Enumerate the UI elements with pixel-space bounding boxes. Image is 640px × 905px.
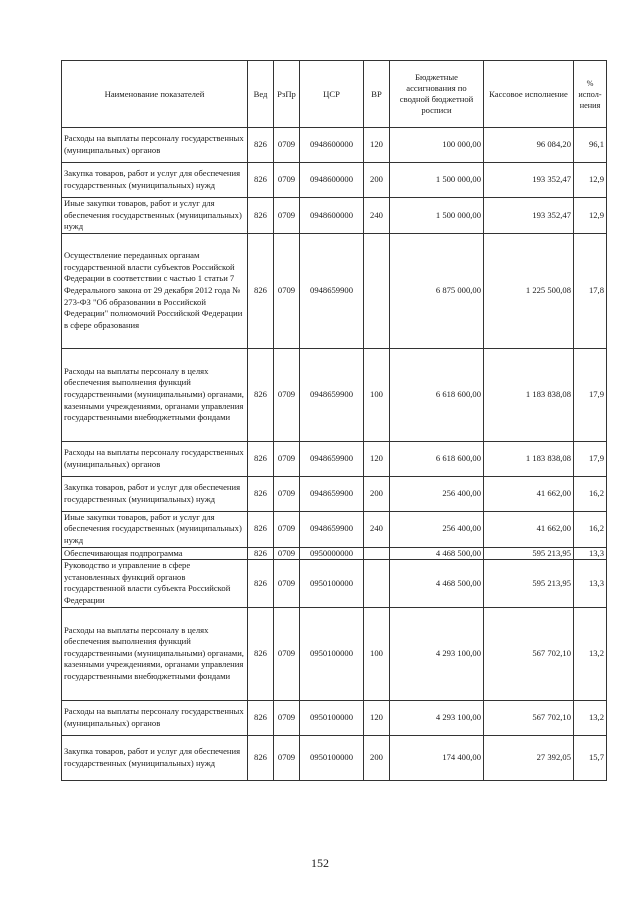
row-rzpr: 0709	[274, 163, 300, 198]
row-rzpr: 0709	[274, 198, 300, 234]
row-csr: 0948659900	[300, 441, 364, 476]
row-ved: 826	[248, 607, 274, 700]
table-row	[62, 476, 607, 511]
header-budget: Бюджетные ассигнования по сводной бюджетной росписи	[390, 61, 484, 128]
header-vr: ВР	[364, 61, 390, 128]
table-row	[62, 128, 607, 163]
row-rzpr: 0709	[274, 560, 300, 607]
row-name: Осуществление переданных органам государственной власти субъектов Российской Федерации в соответствии с частью 1 статьи 7 Федерального закона от 29 декабря 2012 года № 273-ФЗ "Об образовании в Российской Федерации" полномочий Российской Федерации в сфере образования	[62, 233, 248, 348]
row-budget: 6 875 000,00	[390, 233, 484, 348]
row-name: Закупка товаров, работ и услуг для обеспечения государственных (муниципальных) нужд	[62, 163, 248, 198]
table-row	[62, 348, 607, 441]
row-ved: 826	[248, 163, 274, 198]
row-rzpr: 0709	[274, 700, 300, 735]
row-ved: 826	[248, 441, 274, 476]
row-ved: 826	[248, 735, 274, 780]
header-csr: ЦСР	[300, 61, 364, 128]
table-row	[62, 198, 607, 234]
row-vr: 120	[364, 441, 390, 476]
row-pct: 15,7	[574, 735, 607, 780]
table-body	[62, 128, 607, 781]
row-rzpr: 0709	[274, 511, 300, 547]
row-csr: 0948600000	[300, 128, 364, 163]
row-cash: 193 352,47	[484, 198, 574, 234]
row-cash: 567 702,10	[484, 700, 574, 735]
row-ved: 826	[248, 476, 274, 511]
budget-execution-table	[61, 60, 607, 781]
row-name: Расходы на выплаты персоналу в целях обеспечения выполнения функций государственными (муниципальными) органами, казенными учреждениями, органами управления государственными внебюджетными фондами	[62, 348, 248, 441]
header-cash: Кассовое исполнение	[484, 61, 574, 128]
row-rzpr: 0709	[274, 476, 300, 511]
row-ved: 826	[248, 700, 274, 735]
row-budget: 1 500 000,00	[390, 198, 484, 234]
row-cash: 41 662,00	[484, 476, 574, 511]
row-rzpr: 0709	[274, 607, 300, 700]
table-row	[62, 700, 607, 735]
row-pct: 13,2	[574, 607, 607, 700]
row-ved: 826	[248, 560, 274, 607]
row-name: Расходы на выплаты персоналу государственных (муниципальных) органов	[62, 441, 248, 476]
row-csr: 0948659900	[300, 233, 364, 348]
row-csr: 0950100000	[300, 560, 364, 607]
row-ved: 826	[248, 348, 274, 441]
header-pct: % испол-нения	[574, 61, 607, 128]
row-vr: 100	[364, 348, 390, 441]
table-row	[62, 163, 607, 198]
row-csr: 0950100000	[300, 735, 364, 780]
row-budget: 1 500 000,00	[390, 163, 484, 198]
row-pct: 17,8	[574, 233, 607, 348]
table-row	[62, 441, 607, 476]
row-budget: 6 618 600,00	[390, 348, 484, 441]
row-name: Расходы на выплаты персоналу государственных (муниципальных) органов	[62, 128, 248, 163]
header-ved: Вед	[248, 61, 274, 128]
row-csr: 0950100000	[300, 700, 364, 735]
row-pct: 13,3	[574, 547, 607, 560]
table-row	[62, 560, 607, 607]
table-row	[62, 511, 607, 547]
row-cash: 595 213,95	[484, 547, 574, 560]
row-pct: 16,2	[574, 476, 607, 511]
table-header-row	[62, 61, 607, 128]
row-budget: 4 293 100,00	[390, 607, 484, 700]
row-cash: 595 213,95	[484, 560, 574, 607]
row-cash: 567 702,10	[484, 607, 574, 700]
row-vr: 200	[364, 476, 390, 511]
row-ved: 826	[248, 547, 274, 560]
row-rzpr: 0709	[274, 348, 300, 441]
row-name: Расходы на выплаты персоналу государственных (муниципальных) органов	[62, 700, 248, 735]
row-pct: 17,9	[574, 348, 607, 441]
row-name: Обеспечивающая подпрограмма	[62, 547, 248, 560]
row-cash: 1 183 838,08	[484, 348, 574, 441]
header-rzpr: РзПр	[274, 61, 300, 128]
row-budget: 6 618 600,00	[390, 441, 484, 476]
row-budget: 174 400,00	[390, 735, 484, 780]
row-cash: 1 183 838,08	[484, 441, 574, 476]
table-row	[62, 233, 607, 348]
row-vr: 120	[364, 128, 390, 163]
row-cash: 96 084,20	[484, 128, 574, 163]
row-name: Расходы на выплаты персоналу в целях обеспечения выполнения функций государственными (муниципальными) органами, казенными учреждениями, органами управления государственными внебюджетными фондами	[62, 607, 248, 700]
row-csr: 0950100000	[300, 607, 364, 700]
row-budget: 100 000,00	[390, 128, 484, 163]
row-rzpr: 0709	[274, 233, 300, 348]
row-cash: 1 225 500,08	[484, 233, 574, 348]
row-name: Иные закупки товаров, работ и услуг для обеспечения государственных (муниципальных) нужд	[62, 511, 248, 547]
row-pct: 12,9	[574, 163, 607, 198]
row-vr: 120	[364, 700, 390, 735]
row-name: Закупка товаров, работ и услуг для обеспечения государственных (муниципальных) нужд	[62, 476, 248, 511]
row-rzpr: 0709	[274, 735, 300, 780]
row-budget: 4 468 500,00	[390, 560, 484, 607]
table-row	[62, 607, 607, 700]
row-csr: 0948659900	[300, 511, 364, 547]
row-vr	[364, 560, 390, 607]
row-pct: 16,2	[574, 511, 607, 547]
row-ved: 826	[248, 198, 274, 234]
row-pct: 13,2	[574, 700, 607, 735]
row-budget: 256 400,00	[390, 511, 484, 547]
row-name: Иные закупки товаров, работ и услуг для обеспечения государственных (муниципальных) нужд	[62, 198, 248, 234]
row-vr	[364, 547, 390, 560]
row-budget: 4 468 500,00	[390, 547, 484, 560]
row-rzpr: 0709	[274, 128, 300, 163]
row-name: Закупка товаров, работ и услуг для обеспечения государственных (муниципальных) нужд	[62, 735, 248, 780]
page-number: 152	[311, 856, 329, 870]
row-csr: 0948600000	[300, 163, 364, 198]
row-ved: 826	[248, 233, 274, 348]
row-pct: 96,1	[574, 128, 607, 163]
row-cash: 193 352,47	[484, 163, 574, 198]
row-budget: 4 293 100,00	[390, 700, 484, 735]
header-name: Наименование показателей	[62, 61, 248, 128]
row-ved: 826	[248, 128, 274, 163]
row-vr: 240	[364, 511, 390, 547]
row-ved: 826	[248, 511, 274, 547]
row-vr: 200	[364, 163, 390, 198]
row-pct: 13,3	[574, 560, 607, 607]
row-cash: 27 392,05	[484, 735, 574, 780]
row-csr: 0948659900	[300, 348, 364, 441]
row-budget: 256 400,00	[390, 476, 484, 511]
row-pct: 12,9	[574, 198, 607, 234]
row-vr: 200	[364, 735, 390, 780]
row-cash: 41 662,00	[484, 511, 574, 547]
row-name: Руководство и управление в сфере установленных функций органов государственной власти субъекта Российской Федерации	[62, 560, 248, 607]
row-csr: 0948600000	[300, 198, 364, 234]
row-pct: 17,9	[574, 441, 607, 476]
row-vr: 100	[364, 607, 390, 700]
table-row	[62, 735, 607, 780]
row-vr: 240	[364, 198, 390, 234]
row-rzpr: 0709	[274, 441, 300, 476]
table-row	[62, 547, 607, 560]
row-vr	[364, 233, 390, 348]
row-csr: 0948659900	[300, 476, 364, 511]
row-csr: 0950000000	[300, 547, 364, 560]
row-rzpr: 0709	[274, 547, 300, 560]
